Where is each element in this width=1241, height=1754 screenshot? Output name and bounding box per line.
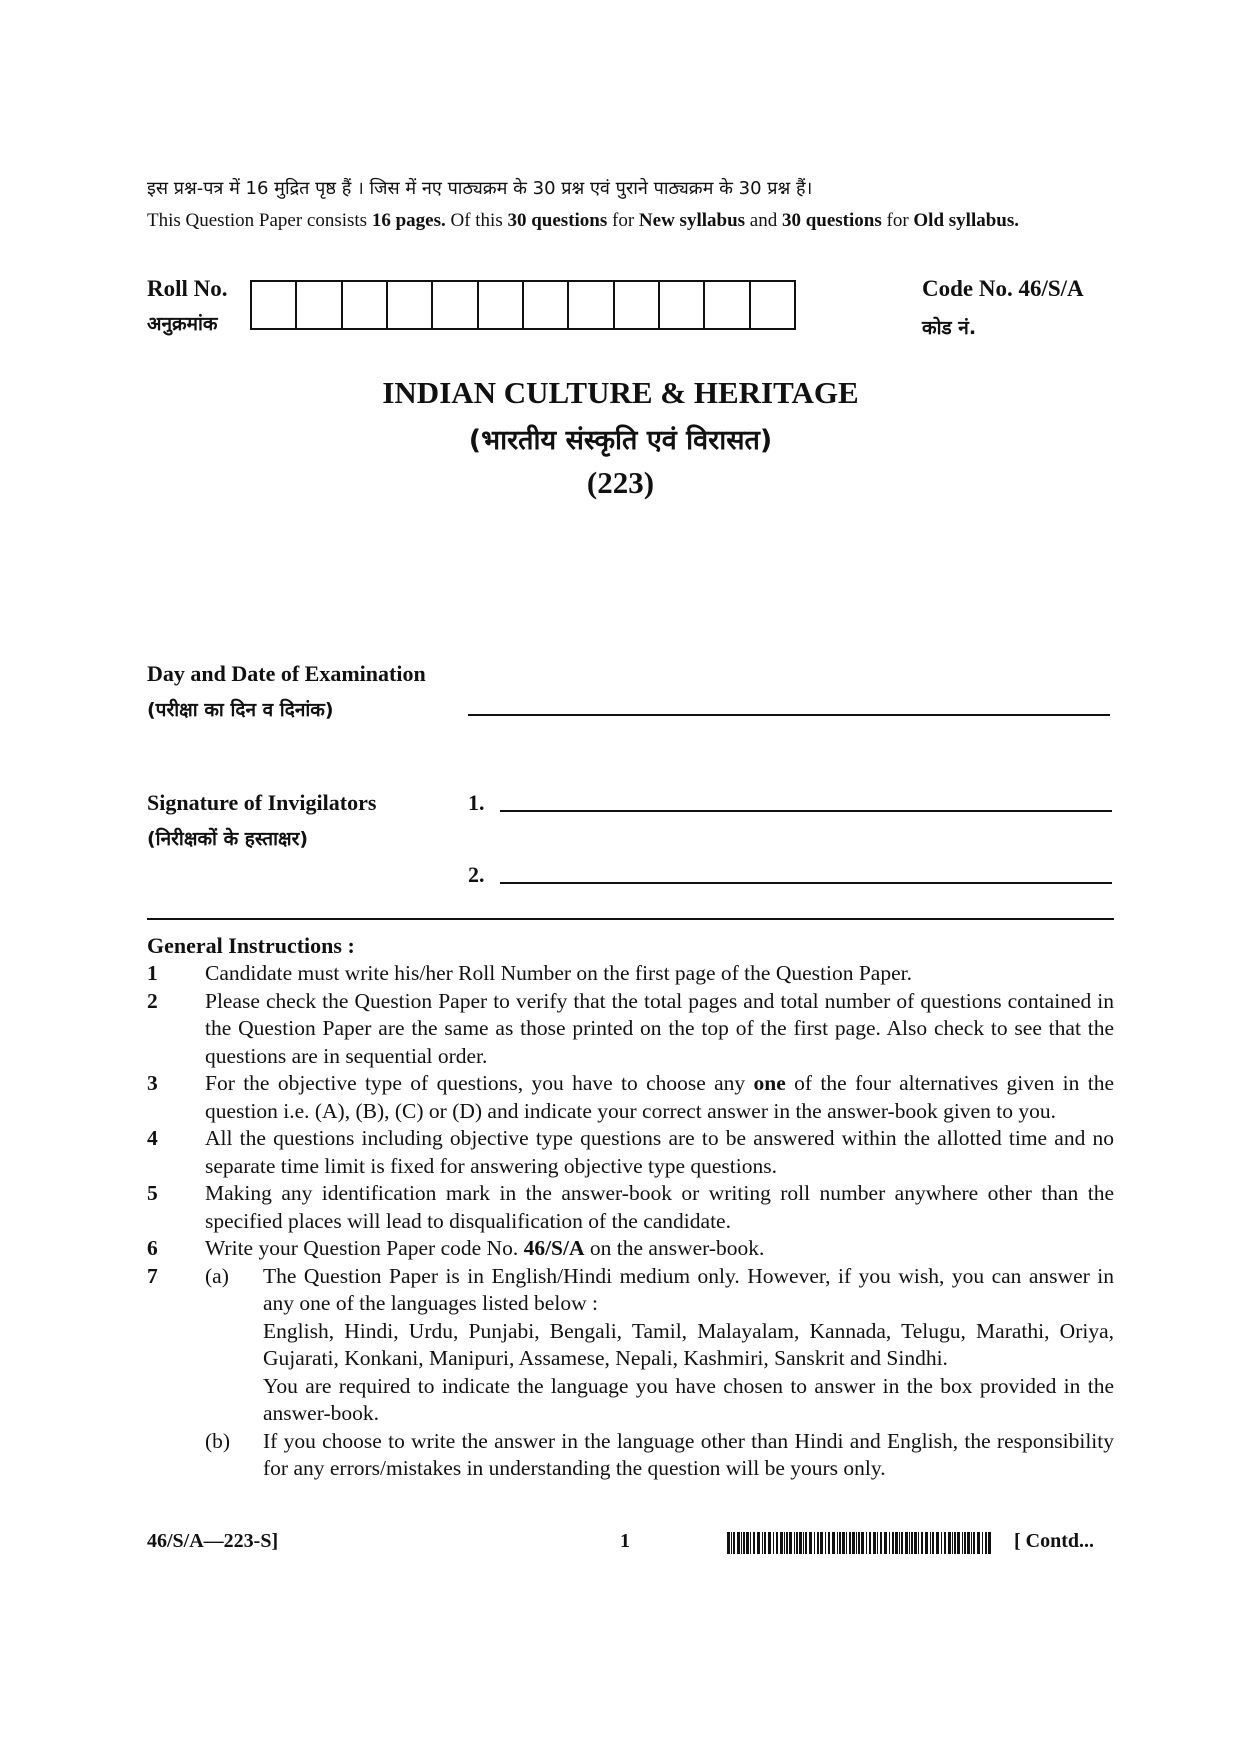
invigilators-label-hindi: (निरीक्षकों के हस्ताक्षर) xyxy=(147,828,309,850)
instruction-text: Candidate must write his/her Roll Number on the first page of the Question Paper. xyxy=(205,961,912,985)
barcode-bar xyxy=(930,1532,931,1554)
barcode-bar xyxy=(727,1532,730,1554)
page-info-text: and xyxy=(745,210,782,231)
barcode-bar xyxy=(803,1532,804,1554)
barcode-bar xyxy=(825,1532,826,1554)
roll-number-box[interactable] xyxy=(524,282,569,328)
instruction-subitem xyxy=(205,1263,1114,1428)
barcode-bar xyxy=(873,1532,876,1554)
barcode-bar xyxy=(757,1532,760,1554)
barcode-bar xyxy=(789,1532,792,1554)
barcode-bar xyxy=(837,1532,838,1554)
barcode-icon xyxy=(727,1532,994,1554)
barcode-bar xyxy=(971,1532,972,1554)
barcode-bar xyxy=(988,1532,991,1554)
instruction-number: 4 xyxy=(147,1126,158,1150)
barcode-bar xyxy=(796,1532,798,1554)
subject-code: (223) xyxy=(586,465,655,500)
barcode-bar xyxy=(911,1532,913,1554)
old-syllabus: Old syllabus. xyxy=(913,210,1020,231)
barcode-bar xyxy=(762,1532,763,1554)
instruction-item xyxy=(147,1180,1114,1235)
barcode-bar xyxy=(889,1532,890,1554)
instruction-item xyxy=(147,1125,1114,1180)
barcode-bar xyxy=(750,1532,751,1554)
barcode-bar xyxy=(880,1532,882,1554)
barcode-bar xyxy=(962,1532,963,1554)
instructions-heading: General Instructions : xyxy=(147,933,355,958)
subitem-text xyxy=(263,1263,1114,1428)
paper-title-hindi: (भारतीय संस्कृति एवं विरासत) xyxy=(468,425,773,456)
barcode-bar xyxy=(944,1532,946,1554)
instructions-list xyxy=(147,960,1114,1483)
barcode-bar xyxy=(977,1532,980,1554)
page-info-text: This Question Paper consists xyxy=(147,210,372,231)
signature-2-number: 2. xyxy=(468,862,485,887)
barcode-bar xyxy=(731,1532,732,1554)
exam-date-field[interactable] xyxy=(468,714,1110,716)
roll-number-box[interactable] xyxy=(751,282,794,328)
subitem-text-part: You are required to indicate the language you have chosen to answer in the box provided in the answer-book. xyxy=(263,1373,1114,1425)
subitem-label: (a) xyxy=(205,1263,229,1288)
instruction-number: 5 xyxy=(147,1181,158,1205)
barcode-bar xyxy=(941,1532,942,1554)
roll-number-box[interactable] xyxy=(569,282,614,328)
page-info xyxy=(147,210,1019,232)
roll-number-box[interactable] xyxy=(705,282,750,328)
instruction-text-part: of the four alternatives given in the question i.e. (A), (B), (C) or (D) and indicate your correct answer in the answer-book given to you. xyxy=(205,1071,1114,1123)
barcode-bar xyxy=(932,1532,934,1554)
instruction-number: 7 xyxy=(147,1263,158,1288)
instruction-text xyxy=(205,1070,1114,1125)
instruction-item xyxy=(147,988,1114,1071)
instruction-subitem xyxy=(205,1428,1114,1483)
barcode-bar xyxy=(786,1532,788,1554)
roll-no-label-hindi: अनुक्रमांक xyxy=(147,313,218,335)
barcode-bar xyxy=(973,1532,975,1554)
instruction-text: Making any identification mark in the answer-book or writing roll number anywhere other than the specified places will lead to disqualification of the candidate. xyxy=(205,1181,1114,1233)
paper-title: INDIAN CULTURE & HERITAGE xyxy=(382,375,859,410)
roll-number-box[interactable] xyxy=(479,282,524,328)
barcode-bar xyxy=(805,1532,807,1554)
barcode-bar xyxy=(794,1532,795,1554)
signature-1-field[interactable] xyxy=(500,810,1112,812)
instruction-item xyxy=(147,960,1114,988)
instruction-number: 1 xyxy=(147,961,158,985)
instruction-emphasis: one xyxy=(753,1071,786,1095)
barcode-bar xyxy=(866,1532,867,1554)
language-list: English, Hindi, Urdu, Punjabi, Bengali, Tamil, Malayalam, Kannada, Telugu, Marathi, Oriya, Gujarati, Konkani, Manipuri, Assamese, Nepali, Kashmiri, Sanskrit and Sindhi. xyxy=(263,1318,1114,1370)
barcode-bar xyxy=(799,1532,802,1554)
new-question-count: 30 questions xyxy=(507,210,608,231)
barcode-bar xyxy=(985,1532,987,1554)
divider xyxy=(147,918,1114,920)
barcode-bar xyxy=(784,1532,785,1554)
barcode-bar xyxy=(952,1532,953,1554)
footer-paper-code: 46/S/A—223-S] xyxy=(147,1530,279,1552)
invigilators-label: Signature of Invigilators xyxy=(147,790,377,815)
instruction-number: 2 xyxy=(147,988,158,1013)
barcode-bar xyxy=(954,1532,956,1554)
roll-number-box[interactable] xyxy=(252,282,297,328)
roll-number-box[interactable] xyxy=(615,282,660,328)
barcode-bar xyxy=(743,1532,745,1554)
roll-number-box[interactable] xyxy=(660,282,705,328)
page-number: 1 xyxy=(620,1530,630,1552)
barcode-bar xyxy=(737,1532,740,1554)
roll-number-box[interactable] xyxy=(297,282,342,328)
instruction-number: 6 xyxy=(147,1236,158,1260)
page-info-text: for xyxy=(607,210,639,231)
roll-no-label: Roll No. xyxy=(147,276,228,301)
signature-1-number: 1. xyxy=(468,790,485,815)
barcode-bar xyxy=(869,1532,871,1554)
instruction-number: 3 xyxy=(147,1071,158,1095)
instruction-text xyxy=(205,1263,1114,1483)
barcode-bar xyxy=(839,1532,841,1554)
roll-number-box[interactable] xyxy=(433,282,478,328)
roll-number-box[interactable] xyxy=(343,282,388,328)
barcode-bar xyxy=(925,1532,928,1554)
instruction-emphasis: 46/S/A xyxy=(523,1236,585,1260)
subitem-label: (b) xyxy=(205,1428,231,1453)
instruction-item xyxy=(147,1070,1114,1125)
barcode-bar xyxy=(884,1532,887,1554)
barcode-bar xyxy=(817,1532,819,1554)
instruction-text xyxy=(205,1235,1114,1263)
barcode-bar xyxy=(820,1532,823,1554)
exam-date-label: Day and Date of Examination xyxy=(147,661,426,686)
subitem-text: If you choose to write the answer in the language other than Hindi and English, the responsibility for any errors/mistakes in understanding the question will be yours only. xyxy=(263,1428,1114,1480)
barcode-bar xyxy=(852,1532,855,1554)
old-question-count: 30 questions xyxy=(781,210,882,231)
roll-number-box[interactable] xyxy=(388,282,433,328)
barcode-bar xyxy=(914,1532,917,1554)
barcode-bar xyxy=(877,1532,878,1554)
page-count: 16 pages. xyxy=(371,210,446,231)
barcode-bar xyxy=(895,1532,898,1554)
barcode-bar xyxy=(858,1532,860,1554)
hindi-page-info: इस प्रश्न-पत्र में 16 मुद्रित पृष्ठ हैं । जिस में नए पाठ्यक्रम के 30 प्रश्न एवं पुराने पाठ्यक्रम के 30 प्रश्न हैं। xyxy=(147,178,813,199)
barcode-bar xyxy=(809,1532,812,1554)
exam-date-label-hindi: (परीक्षा का दिन व दिनांक) xyxy=(147,699,334,721)
instruction-item xyxy=(147,1263,1114,1483)
barcode-bar xyxy=(776,1532,778,1554)
barcode-bar xyxy=(768,1532,771,1554)
barcode-bar xyxy=(901,1532,903,1554)
subitem-text-part: The Question Paper is in English/Hindi medium only. However, if you wish, you can answer in any one of the languages listed below : xyxy=(263,1263,1114,1315)
barcode-bar xyxy=(832,1532,835,1554)
barcode-bar xyxy=(746,1532,749,1554)
barcode-bar xyxy=(892,1532,894,1554)
barcode-bar xyxy=(741,1532,742,1554)
instruction-item xyxy=(147,1235,1114,1263)
page-info-text: Of this xyxy=(445,210,508,231)
page-info-text: for xyxy=(881,210,914,231)
signature-2-field[interactable] xyxy=(500,882,1112,884)
barcode-bar xyxy=(733,1532,735,1554)
barcode-bar xyxy=(918,1532,919,1554)
barcode-bar xyxy=(842,1532,845,1554)
instruction-text-part: on the answer-book. xyxy=(584,1236,765,1260)
barcode-bar xyxy=(905,1532,908,1554)
barcode-bar xyxy=(964,1532,966,1554)
barcode-bar xyxy=(753,1532,755,1554)
code-no-label: Code No. 46/S/A xyxy=(922,276,1084,301)
barcode-bar xyxy=(773,1532,774,1554)
barcode-bar xyxy=(846,1532,847,1554)
barcode-bar xyxy=(780,1532,783,1554)
barcode-bar xyxy=(909,1532,910,1554)
instruction-text-part: For the objective type of questions, you have to choose any xyxy=(205,1071,754,1095)
barcode-bar xyxy=(828,1532,830,1554)
barcode-bar xyxy=(967,1532,970,1554)
instruction-text-part: Write your Question Paper code No. xyxy=(205,1236,524,1260)
continued-label: [ Contd... xyxy=(1014,1530,1095,1552)
barcode-bar xyxy=(899,1532,900,1554)
barcode-bar xyxy=(957,1532,960,1554)
barcode-bar xyxy=(856,1532,857,1554)
barcode-bar xyxy=(764,1532,766,1554)
instruction-text: All the questions including objective type questions are to be answered within the allotted time and no separate time limit is fixed for answering objective type questions. xyxy=(205,1126,1114,1178)
new-syllabus: New syllabus xyxy=(638,210,746,231)
barcode-bar xyxy=(921,1532,923,1554)
barcode-bar xyxy=(861,1532,864,1554)
barcode-bar xyxy=(936,1532,939,1554)
barcode-bar xyxy=(982,1532,983,1554)
instruction-text: Please check the Question Paper to verify that the total pages and total number of questions contained in the Question Paper are the same as those printed on the top of the first page. Also check to see that the questions are in sequential order. xyxy=(205,988,1114,1068)
barcode-bar xyxy=(849,1532,851,1554)
barcode-bar xyxy=(814,1532,815,1554)
roll-number-boxes[interactable] xyxy=(250,280,796,330)
barcode-bar xyxy=(948,1532,951,1554)
code-no-label-hindi: कोड नं. xyxy=(922,317,977,339)
